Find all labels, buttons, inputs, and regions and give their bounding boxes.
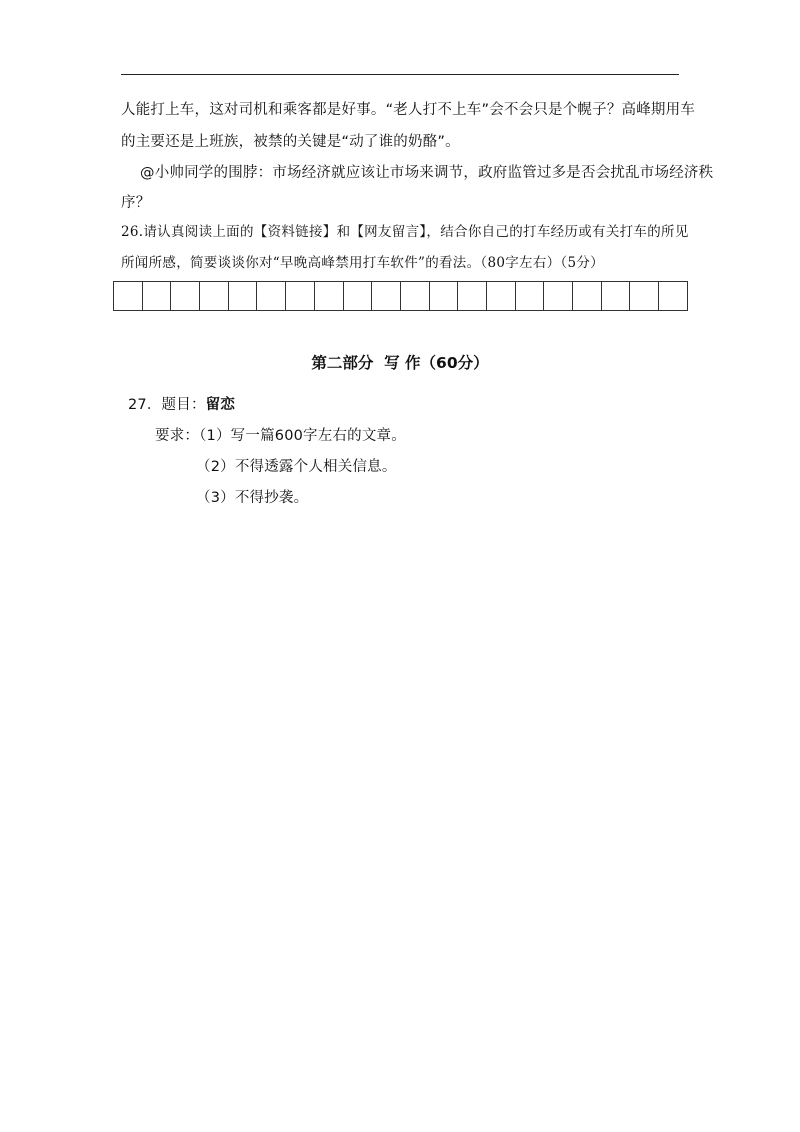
- answer-cell[interactable]: [659, 281, 688, 311]
- header-rule: [121, 74, 679, 75]
- answer-cell[interactable]: [602, 281, 631, 311]
- answer-cell[interactable]: [630, 281, 659, 311]
- passage-line-2: 的主要还是上班族，被禁的关键是“动了谁的奶酪”。: [121, 134, 460, 150]
- requirement-3: （3）不得抄袭。: [196, 490, 309, 506]
- answer-cell[interactable]: [544, 281, 573, 311]
- passage-line-1: 人能打上车，这对司机和乘客都是好事。“老人打不上车”会不会只是个幌子？高峰期用车: [121, 102, 696, 118]
- answer-cell[interactable]: [487, 281, 516, 311]
- requirement-2: （2）不得透露个人相关信息。: [196, 459, 397, 475]
- question-27-prefix: 27．题目：: [128, 397, 206, 413]
- answer-grid[interactable]: [113, 281, 688, 311]
- question-26-line-2: 所闻所感，简要谈谈你对“早晚高峰禁用打车软件”的看法。（80字左右）（5分）: [121, 255, 604, 271]
- answer-cell[interactable]: [114, 281, 143, 311]
- answer-cell[interactable]: [315, 281, 344, 311]
- part-two-title: 第二部分 写 作（60分）: [311, 354, 489, 372]
- answer-cell[interactable]: [573, 281, 602, 311]
- answer-cell[interactable]: [143, 281, 172, 311]
- passage-line-4: 序？: [121, 195, 151, 211]
- answer-cell[interactable]: [458, 281, 487, 311]
- question-26-line-1: 26.请认真阅读上面的【资料链接】和【网友留言】，结合你自己的打车经历或有关打车的所见: [121, 224, 689, 240]
- passage-line-3: @小帅同学的围脖：市场经济就应该让市场来调节，政府监管过多是否会扰乱市场经济秩: [140, 165, 714, 181]
- answer-cell[interactable]: [372, 281, 401, 311]
- answer-cell[interactable]: [200, 281, 229, 311]
- requirement-1: 要求：（1）写一篇600字左右的文章。: [155, 428, 406, 444]
- answer-cell[interactable]: [171, 281, 200, 311]
- answer-cell[interactable]: [344, 281, 373, 311]
- question-27-heading: [128, 395, 235, 415]
- answer-cell[interactable]: [401, 281, 430, 311]
- essay-topic: 留恋: [205, 397, 236, 413]
- answer-cell[interactable]: [430, 281, 459, 311]
- answer-cell[interactable]: [229, 281, 258, 311]
- answer-cell[interactable]: [257, 281, 286, 311]
- answer-cell[interactable]: [286, 281, 315, 311]
- answer-cell[interactable]: [516, 281, 545, 311]
